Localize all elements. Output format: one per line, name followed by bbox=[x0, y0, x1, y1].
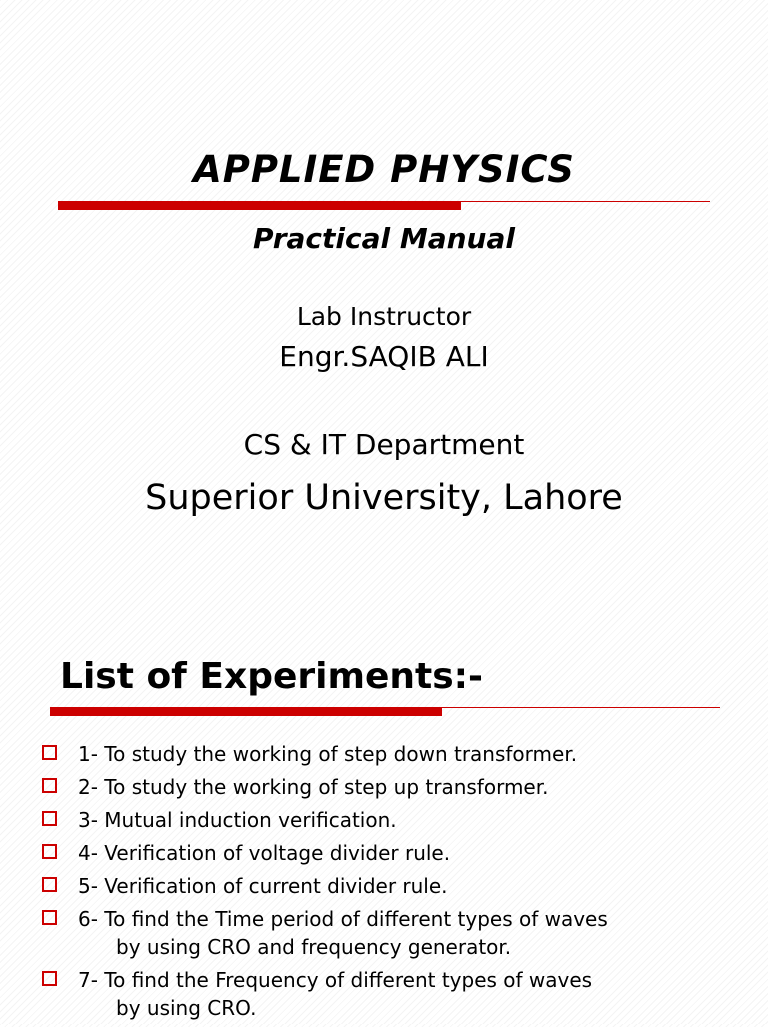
document-subtitle: Practical Manual bbox=[253, 222, 515, 255]
square-bullet-icon bbox=[42, 778, 57, 793]
list-item bbox=[40, 872, 760, 900]
square-bullet-icon bbox=[42, 877, 57, 892]
list-item-text-continued: by using CRO and frequency generator. bbox=[116, 935, 512, 959]
list-item bbox=[40, 773, 760, 801]
square-bullet-icon bbox=[42, 811, 57, 826]
list-item bbox=[40, 839, 760, 867]
list-item bbox=[40, 806, 760, 834]
experiments-divider-bar bbox=[50, 708, 442, 716]
square-bullet-icon bbox=[42, 844, 57, 859]
list-item-text: 4- Verification of voltage divider rule. bbox=[78, 841, 451, 865]
experiments-list bbox=[40, 740, 760, 1027]
list-item bbox=[40, 740, 760, 768]
instructor-name: Engr.SAQIB ALI bbox=[279, 340, 489, 373]
title-divider-bar bbox=[58, 202, 461, 210]
list-item-text: 1- To study the working of step down transformer. bbox=[78, 742, 578, 766]
list-item bbox=[40, 966, 760, 1022]
square-bullet-icon bbox=[42, 745, 57, 760]
list-item-text: 5- Verification of current divider rule. bbox=[78, 874, 448, 898]
list-item-text: 7- To find the Frequency of different types of waves bbox=[78, 968, 593, 992]
list-item bbox=[40, 905, 760, 961]
list-item-text-continued: by using CRO. bbox=[116, 996, 257, 1020]
square-bullet-icon bbox=[42, 910, 57, 925]
list-item-text: 6- To find the Time period of different types of waves bbox=[78, 907, 608, 931]
instructor-label: Lab Instructor bbox=[296, 302, 472, 331]
square-bullet-icon bbox=[42, 971, 57, 986]
list-item-text: 2- To study the working of step up transformer. bbox=[78, 775, 549, 799]
experiments-heading: List of Experiments:- bbox=[60, 656, 483, 697]
department-name: CS & IT Department bbox=[243, 428, 525, 461]
university-name: Superior University, Lahore bbox=[145, 478, 623, 518]
list-item-text: 3- Mutual induction verification. bbox=[78, 808, 397, 832]
document-title: APPLIED PHYSICS bbox=[193, 148, 575, 191]
